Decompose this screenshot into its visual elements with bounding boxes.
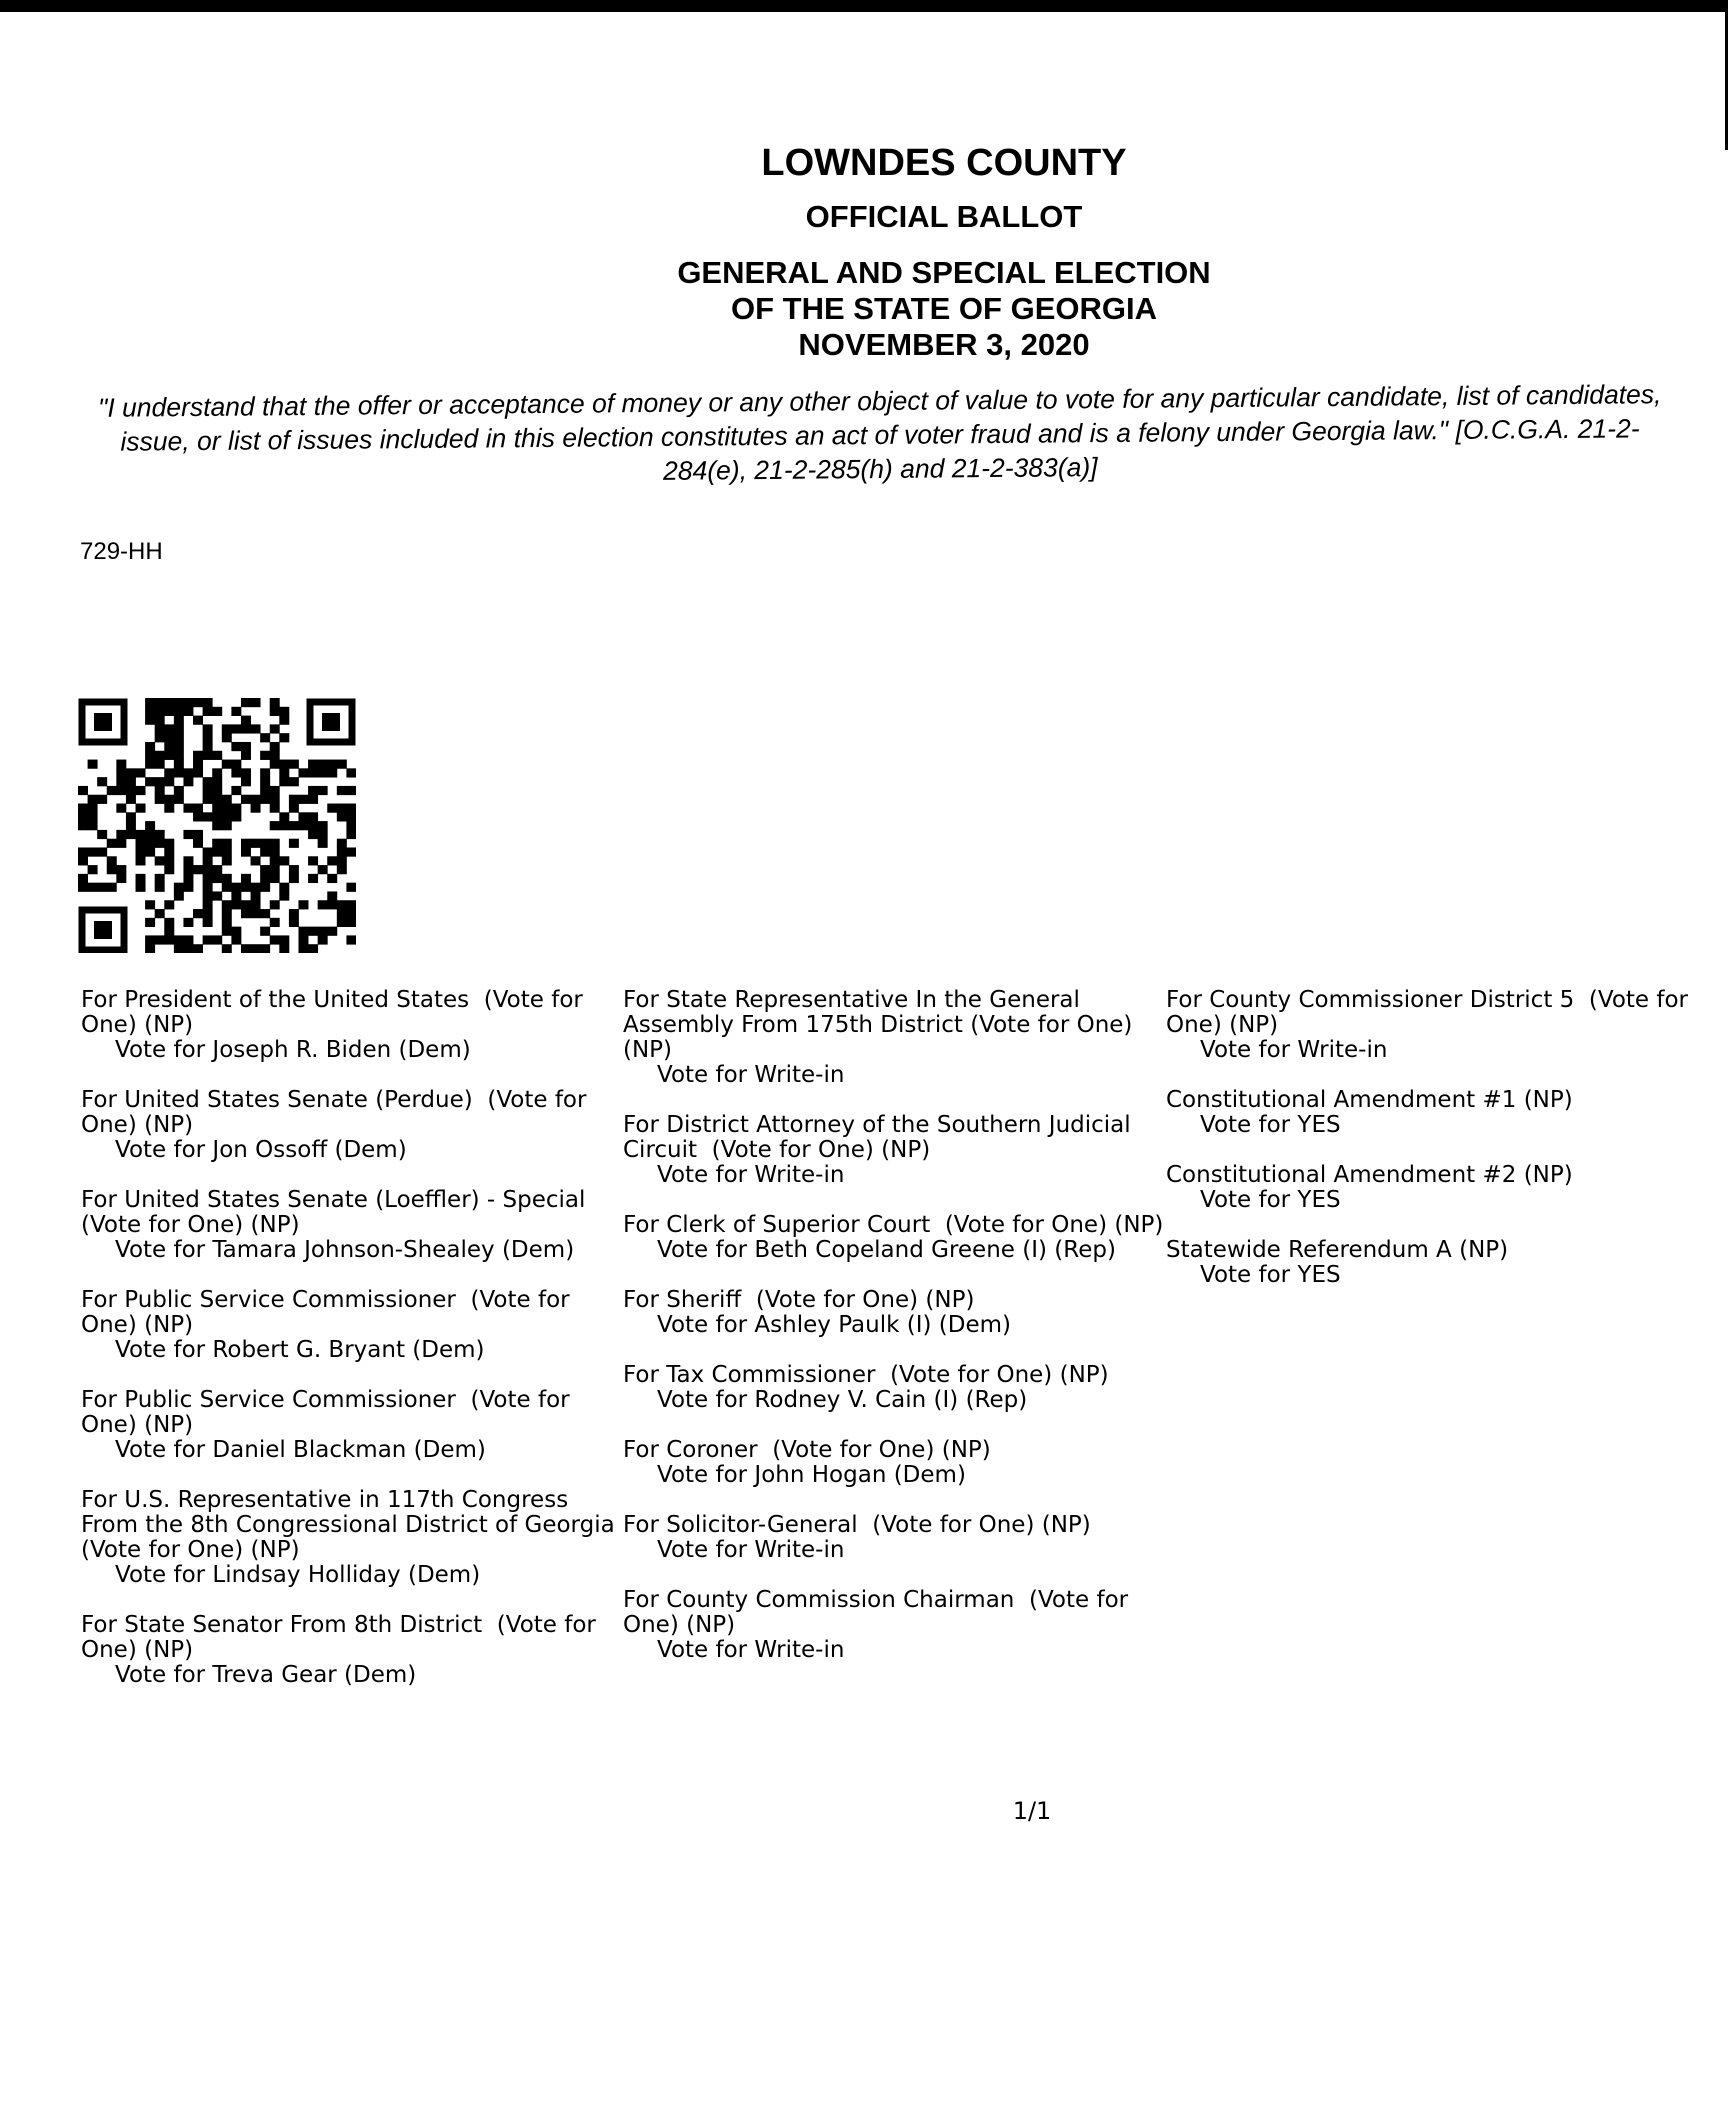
scan-top-edge	[0, 0, 1728, 12]
contest-block	[623, 1288, 1168, 1338]
contest-block	[1166, 1238, 1711, 1288]
contest-block	[1166, 988, 1711, 1063]
contest-title: For Public Service Commissioner (Vote for One) (NP)	[81, 1387, 577, 1438]
contest-block	[623, 1513, 1168, 1563]
contest-title: For United States Senate (Loeffler) - Special (Vote for One) (NP)	[81, 1187, 601, 1238]
contest-selection: Vote for John Hogan (Dem)	[657, 1462, 966, 1488]
election-line-1: GENERAL AND SPECIAL ELECTION	[677, 255, 1211, 290]
contest-title: For President of the United States (Vote for One) (NP)	[81, 987, 591, 1038]
contest-selection: Vote for Daniel Blackman (Dem)	[115, 1437, 486, 1463]
official-ballot-title: OFFICIAL BALLOT	[805, 199, 1083, 234]
contest-block	[623, 1363, 1168, 1413]
contest-block	[81, 1088, 626, 1163]
ballot-header	[0, 142, 1728, 363]
contest-block	[81, 988, 626, 1063]
contest-title: For United States Senate (Perdue) (Vote for One) (NP)	[81, 1087, 594, 1138]
contest-selection: Vote for Write-in	[657, 1637, 845, 1663]
contest-title: For Sheriff (Vote for One) (NP)	[623, 1287, 975, 1313]
contest-selection: Vote for Robert G. Bryant (Dem)	[115, 1337, 485, 1363]
contest-block	[1166, 1088, 1711, 1138]
contest-block	[1166, 1163, 1711, 1213]
contest-selection: Vote for Ashley Paulk (I) (Dem)	[657, 1312, 1011, 1338]
contest-title: Constitutional Amendment #1 (NP)	[1166, 1087, 1573, 1113]
contest-title: Statewide Referendum A (NP)	[1166, 1237, 1509, 1263]
contest-column-1	[81, 988, 626, 1713]
contest-selection: Vote for Rodney V. Cain (I) (Rep)	[657, 1387, 1028, 1413]
contest-selection: Vote for Tamara Johnson-Shealey (Dem)	[115, 1237, 575, 1263]
contest-column-3	[1166, 988, 1711, 1313]
contest-column-2	[623, 988, 1168, 1688]
page-number: 1/1	[1012, 1797, 1052, 1825]
contest-title: For Coroner (Vote for One) (NP)	[623, 1437, 991, 1463]
contest-selection: Vote for YES	[1200, 1187, 1341, 1213]
contest-title: For Solicitor-General (Vote for One) (NP)	[623, 1512, 1091, 1538]
contest-block	[81, 1388, 626, 1463]
contest-selection: Vote for Write-in	[657, 1537, 845, 1563]
contest-selection: Vote for Treva Gear (Dem)	[115, 1662, 417, 1688]
contest-selection: Vote for Lindsay Holliday (Dem)	[115, 1562, 481, 1588]
contest-title: For County Commission Chairman (Vote for One) (NP)	[623, 1587, 1136, 1638]
contest-title: For County Commissioner District 5 (Vote for One) (NP)	[1166, 987, 1696, 1038]
contest-title: For Clerk of Superior Court (Vote for One) (NP)	[623, 1212, 1164, 1238]
contest-title: For Tax Commissioner (Vote for One) (NP)	[623, 1362, 1109, 1388]
election-date: NOVEMBER 3, 2020	[798, 327, 1090, 362]
contest-block	[81, 1488, 626, 1588]
county-title: LOWNDES COUNTY	[761, 142, 1127, 184]
election-title	[160, 255, 1728, 363]
contest-block	[81, 1613, 626, 1688]
contest-title: For U.S. Representative in 117th Congress From the 8th Congressional District of Georgia (Vote for One) (NP)	[81, 1487, 622, 1563]
contest-selection: Vote for Beth Copeland Greene (I) (Rep)	[657, 1237, 1116, 1263]
contest-selection: Vote for Write-in	[657, 1162, 845, 1188]
contest-block	[81, 1288, 626, 1363]
contest-title: For State Representative In the General Assembly From 175th District (Vote for One) (NP)	[623, 987, 1140, 1063]
contest-selection: Vote for YES	[1200, 1262, 1341, 1288]
contest-selection: Vote for YES	[1200, 1112, 1341, 1138]
contest-title: For District Attorney of the Southern Judicial Circuit (Vote for One) (NP)	[623, 1112, 1138, 1163]
contest-block	[623, 1213, 1168, 1263]
election-line-2: OF THE STATE OF GEORGIA	[731, 291, 1157, 326]
contest-block	[623, 1113, 1168, 1188]
contest-title: For Public Service Commissioner (Vote for One) (NP)	[81, 1287, 577, 1338]
contest-selection: Vote for Joseph R. Biden (Dem)	[115, 1037, 471, 1063]
contest-block	[623, 988, 1168, 1088]
contest-block	[81, 1188, 626, 1263]
contest-title: For State Senator From 8th District (Vote for One) (NP)	[81, 1612, 604, 1663]
contest-selection: Vote for Write-in	[1200, 1037, 1388, 1063]
ballot-style-code: 729-HH	[80, 538, 163, 565]
contest-selection: Vote for Write-in	[657, 1062, 845, 1088]
contest-block	[623, 1438, 1168, 1488]
contest-title: Constitutional Amendment #2 (NP)	[1166, 1162, 1573, 1188]
contest-selection: Vote for Jon Ossoff (Dem)	[115, 1137, 407, 1163]
qr-code	[78, 698, 356, 953]
contest-block	[623, 1588, 1168, 1663]
voter-fraud-oath: "I understand that the offer or acceptance of money or any other object of value to vote for any particular candidate, list of candidates, issue, or list of issues included in this election constitutes an act of voter fraud and is a felony under Georgia law." [O.C.G.A. 21-2-284(e), 21-2-285(h) and 21-2-383(a)]	[97, 379, 1662, 486]
